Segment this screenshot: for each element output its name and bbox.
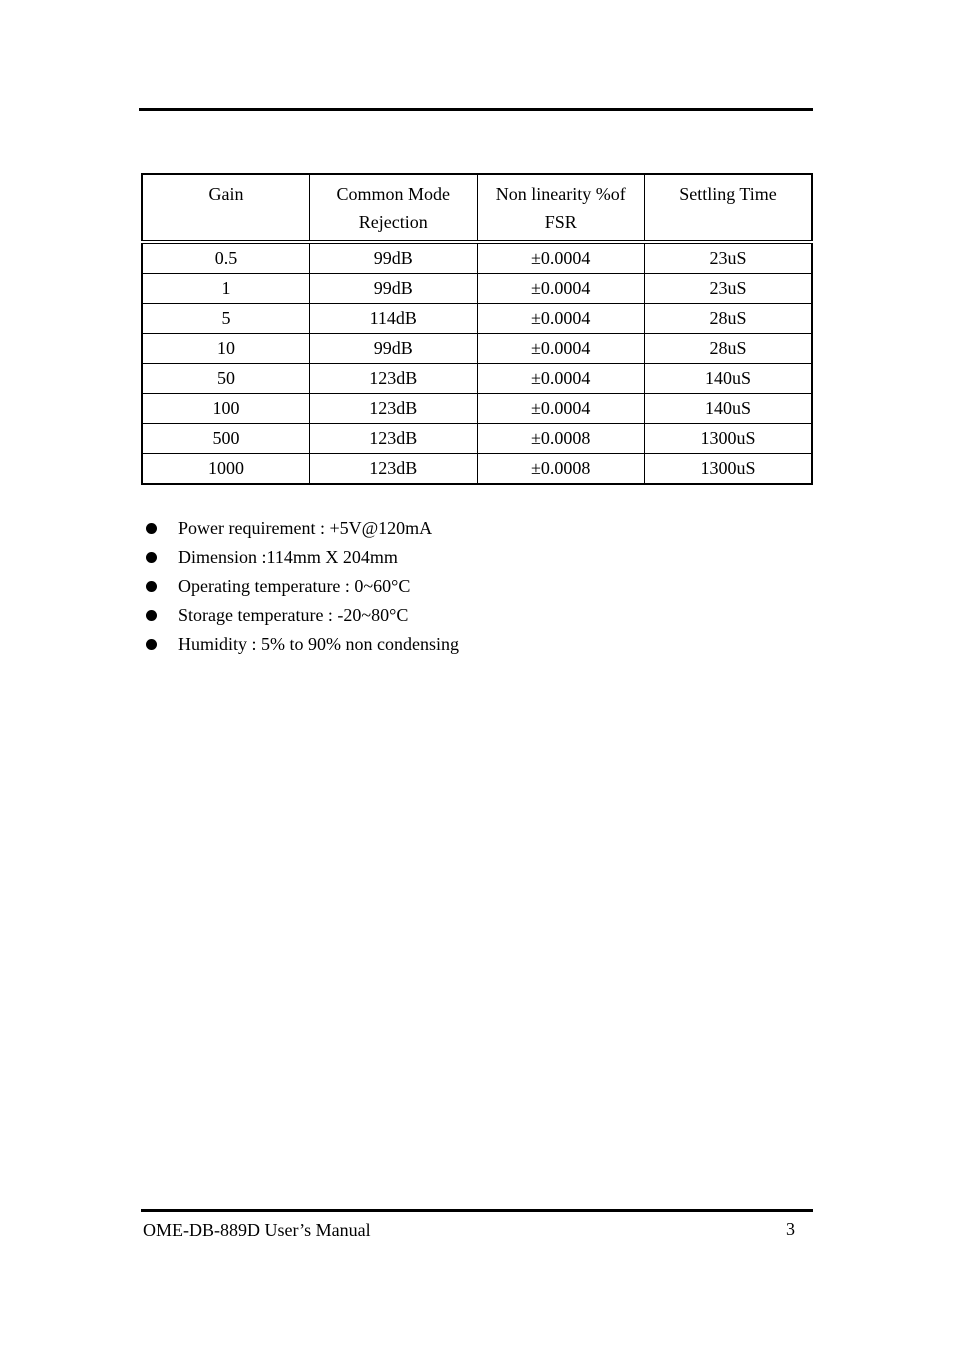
cell-non-linearity: ±0.0004: [477, 274, 645, 304]
bullet-icon: [146, 552, 157, 563]
cell-non-linearity: ±0.0008: [477, 454, 645, 485]
list-item: [146, 514, 459, 543]
cell-non-linearity: ±0.0004: [477, 334, 645, 364]
list-item: [146, 630, 459, 659]
bullet-icon: [146, 523, 157, 534]
table-header-row: [142, 174, 812, 242]
cell-settling-time: 1300uS: [645, 424, 813, 454]
bullet-icon: [146, 639, 157, 650]
cell-settling-time: 140uS: [645, 364, 813, 394]
spec-text: Dimension :114mm X 204mm: [178, 547, 398, 567]
cell-cmr: 123dB: [310, 454, 478, 485]
cell-non-linearity: ±0.0004: [477, 304, 645, 334]
cell-cmr: 99dB: [310, 242, 478, 274]
cell-non-linearity: ±0.0004: [477, 364, 645, 394]
cell-cmr: 99dB: [310, 334, 478, 364]
page-number: 3: [786, 1219, 795, 1239]
bullet-icon: [146, 610, 157, 621]
cell-cmr: 123dB: [310, 364, 478, 394]
table-row: [142, 364, 812, 394]
spec-text: Operating temperature : 0~60°C: [178, 576, 411, 596]
cell-gain: 1: [142, 274, 310, 304]
header-non-linearity: [477, 174, 645, 242]
cell-cmr: 99dB: [310, 274, 478, 304]
cell-settling-time: 28uS: [645, 304, 813, 334]
header-line: Settling Time: [679, 184, 777, 204]
cell-settling-time: 23uS: [645, 274, 813, 304]
table-row: [142, 242, 812, 274]
header-line: FSR: [544, 212, 577, 232]
list-item: [146, 543, 459, 572]
cell-cmr: 123dB: [310, 424, 478, 454]
header-gain: [142, 174, 310, 242]
cell-gain: 1000: [142, 454, 310, 485]
spec-text: Storage temperature : -20~80°C: [178, 605, 409, 625]
cell-gain: 50: [142, 364, 310, 394]
cell-gain: 100: [142, 394, 310, 424]
cell-cmr: 114dB: [310, 304, 478, 334]
cell-gain: 500: [142, 424, 310, 454]
spec-table: [141, 173, 813, 485]
cell-settling-time: 28uS: [645, 334, 813, 364]
header-settling-time: [645, 174, 813, 242]
header-line: Non linearity %of: [495, 184, 626, 204]
table-row: [142, 274, 812, 304]
cell-settling-time: 1300uS: [645, 454, 813, 485]
bullet-icon: [146, 581, 157, 592]
footer-rule: [141, 1209, 813, 1212]
table-row: [142, 394, 812, 424]
footer-title: OME-DB-889D User’s Manual: [143, 1220, 371, 1240]
table-row: [142, 334, 812, 364]
list-item: [146, 572, 459, 601]
cell-non-linearity: ±0.0008: [477, 424, 645, 454]
header-line: Rejection: [358, 212, 428, 232]
header-line: Common Mode: [336, 184, 450, 204]
header-rule: [139, 108, 813, 111]
table-row: [142, 304, 812, 334]
table-row: [142, 454, 812, 485]
cell-cmr: 123dB: [310, 394, 478, 424]
cell-non-linearity: ±0.0004: [477, 394, 645, 424]
spec-list: [146, 514, 459, 659]
spec-text: Humidity : 5% to 90% non condensing: [178, 634, 459, 654]
cell-gain: 5: [142, 304, 310, 334]
cell-settling-time: 23uS: [645, 242, 813, 274]
cell-settling-time: 140uS: [645, 394, 813, 424]
spec-text: Power requirement : +5V@120mA: [178, 518, 433, 538]
header-line: Gain: [208, 184, 244, 204]
table-row: [142, 424, 812, 454]
list-item: [146, 601, 459, 630]
header-common-mode-rejection: [310, 174, 478, 242]
cell-gain: 10: [142, 334, 310, 364]
cell-gain: 0.5: [142, 242, 310, 274]
cell-non-linearity: ±0.0004: [477, 242, 645, 274]
